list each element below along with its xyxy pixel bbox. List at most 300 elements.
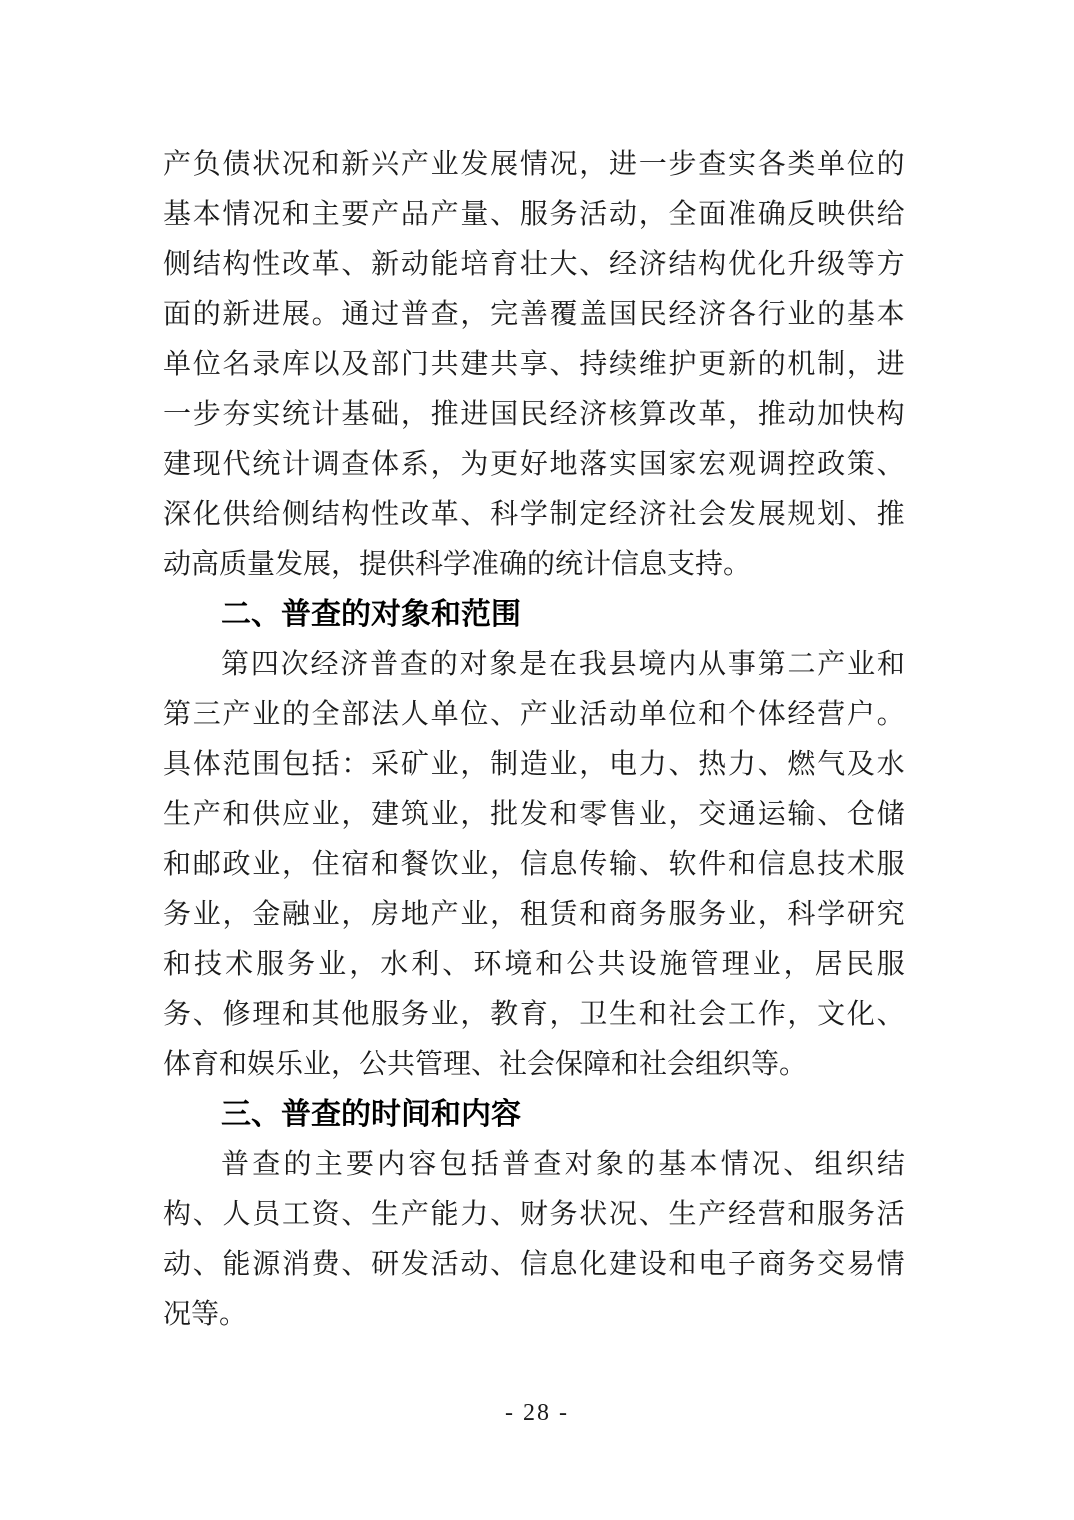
character: 他: [341, 999, 370, 1030]
character: 要: [345, 1149, 374, 1180]
character: 名: [222, 349, 251, 380]
character: 情: [222, 199, 251, 230]
character: 性: [252, 249, 281, 280]
character: 和: [638, 999, 667, 1030]
character: 门: [400, 349, 429, 380]
character: 管: [690, 949, 719, 980]
character: 人: [222, 1199, 251, 1230]
character: 文: [817, 999, 846, 1030]
character: 结: [668, 249, 697, 280]
character: ，: [222, 899, 251, 930]
character: 我: [578, 649, 607, 680]
character: 电: [609, 749, 638, 780]
text-line: [163, 890, 905, 940]
character: 结: [876, 1149, 905, 1180]
character: 享: [519, 349, 548, 380]
character: 、: [341, 249, 370, 280]
character: ，: [787, 999, 816, 1030]
character: 和: [876, 649, 905, 680]
character: 步: [192, 399, 221, 430]
character: 四: [250, 649, 279, 680]
character: 一: [638, 149, 667, 180]
character: 经: [609, 249, 638, 280]
character: ，: [460, 799, 489, 830]
character: 好: [519, 449, 548, 480]
character: 债: [222, 149, 251, 180]
character: 革: [311, 249, 340, 280]
character: 活: [876, 1199, 905, 1230]
text-line: [163, 1240, 905, 1290]
character: 护: [668, 349, 697, 380]
character: 热: [698, 749, 727, 780]
character: 共: [597, 949, 626, 980]
character: 务: [163, 999, 192, 1030]
character: 动: [163, 1249, 192, 1280]
character: 国: [490, 399, 519, 430]
character: 深: [163, 499, 192, 530]
page-footer: [0, 1388, 1074, 1438]
character: 构: [222, 249, 251, 280]
character: 业: [311, 799, 340, 830]
character: 业: [787, 299, 816, 330]
character: 况: [549, 149, 578, 180]
character: 工: [727, 999, 756, 1030]
character: 本: [689, 1149, 718, 1180]
character: 和: [727, 849, 756, 880]
character: 查: [341, 449, 370, 480]
character: 查: [399, 649, 428, 680]
character: 统: [281, 399, 310, 430]
character: 进: [609, 149, 638, 180]
character: 运: [757, 799, 786, 830]
character: 情: [519, 149, 548, 180]
character: 业: [311, 899, 340, 930]
character: ，: [757, 899, 786, 930]
character: 产: [519, 699, 548, 730]
character: 术: [225, 949, 254, 980]
character: 策: [846, 449, 875, 480]
character: 租: [519, 899, 548, 930]
character: 构: [876, 399, 905, 430]
character: 准: [727, 199, 756, 230]
character: 算: [638, 399, 667, 430]
character: 交: [817, 1249, 846, 1280]
character: 科: [787, 899, 816, 930]
character: 售: [609, 799, 638, 830]
character: 内: [377, 1149, 406, 1180]
character: 息: [549, 849, 578, 880]
text-line: [163, 440, 905, 490]
character: 负: [192, 149, 221, 180]
character: 包: [281, 749, 310, 780]
character: ，: [549, 999, 578, 1030]
character: 力: [638, 749, 667, 780]
character: 产: [371, 199, 400, 230]
character: 系: [400, 449, 429, 480]
character: 事: [727, 649, 756, 680]
character: ，: [579, 149, 608, 180]
character: 、: [460, 499, 489, 530]
character: 和: [579, 899, 608, 930]
character: ，: [490, 849, 519, 880]
character: 矿: [400, 749, 429, 780]
character: 行: [757, 299, 786, 330]
character: 制: [490, 749, 519, 780]
character: 子: [727, 1249, 756, 1280]
character: 国: [609, 299, 638, 330]
character: 和: [371, 849, 400, 880]
character: 育: [490, 249, 519, 280]
character: 科: [490, 499, 519, 530]
character: 、: [638, 849, 667, 880]
character: 查: [698, 149, 727, 180]
character: 落: [579, 449, 608, 480]
character: 教: [490, 999, 519, 1030]
character: 服: [876, 849, 905, 880]
character: 实: [252, 399, 281, 430]
character: 融: [281, 899, 310, 930]
character: 展: [281, 299, 310, 330]
character: 推: [757, 399, 786, 430]
character: ，: [460, 299, 489, 330]
character: 、: [757, 749, 786, 780]
character: 化: [846, 999, 875, 1030]
character: 革: [698, 399, 727, 430]
character: 结: [311, 499, 340, 530]
character: 况: [281, 149, 310, 180]
character: 推: [876, 499, 905, 530]
character: 传: [579, 849, 608, 880]
character: 动: [787, 399, 816, 430]
character: 第: [757, 649, 786, 680]
character: 卫: [579, 999, 608, 1030]
text-line: 体育和娱乐业，公共管理、社会保障和社会组织等。: [163, 1049, 808, 1080]
character: 和: [535, 949, 564, 980]
character: 产: [430, 199, 459, 230]
character: 第: [221, 649, 250, 680]
character: 邮: [192, 849, 221, 880]
character: 机: [787, 349, 816, 380]
character: 定: [579, 499, 608, 530]
character: 建: [163, 449, 192, 480]
text-line: [163, 340, 905, 390]
character: 二: [787, 649, 816, 680]
character: 通: [727, 799, 756, 830]
character: 赁: [549, 899, 578, 930]
character: 快: [846, 399, 875, 430]
character: 持: [579, 349, 608, 380]
character: ，: [783, 949, 812, 980]
character: 气: [817, 749, 846, 780]
character: 构: [163, 1199, 192, 1230]
character: 储: [876, 799, 905, 830]
character: 国: [638, 449, 667, 480]
text-line: [163, 790, 905, 840]
character: 划: [817, 499, 846, 530]
character: ，: [400, 399, 429, 430]
character: 步: [668, 149, 697, 180]
character: 民: [638, 299, 667, 330]
character: 和: [163, 949, 192, 980]
character: 业: [752, 949, 781, 980]
character: 全: [311, 699, 340, 730]
character: 善: [519, 299, 548, 330]
character: 务: [549, 199, 578, 230]
character: 产: [430, 899, 459, 930]
character: 主: [314, 1149, 343, 1180]
character: 全: [668, 199, 697, 230]
character: 务: [287, 949, 316, 980]
character: 基: [163, 199, 192, 230]
character: 县: [608, 649, 637, 680]
character: 法: [371, 699, 400, 730]
character: 代: [222, 449, 251, 480]
character: 学: [519, 499, 548, 530]
character: 生: [609, 999, 638, 1030]
character: 建: [609, 1249, 638, 1280]
character: 息: [787, 849, 816, 880]
character: 的: [627, 1149, 656, 1180]
character: 水: [876, 749, 905, 780]
text-line: 动高质量发展，提供科学准确的统计信息支持。: [163, 549, 752, 580]
character: 务: [163, 899, 192, 930]
character: 宿: [341, 849, 370, 880]
character: 况: [751, 1149, 780, 1180]
character: 研: [371, 1249, 400, 1280]
character: ，: [430, 449, 459, 480]
character: 济: [638, 249, 667, 280]
character: 信: [519, 1249, 548, 1280]
character: 、: [783, 1149, 812, 1180]
character: 技: [817, 849, 846, 880]
character: 是: [519, 649, 548, 680]
character: 燃: [787, 749, 816, 780]
character: 境: [504, 949, 533, 980]
character: 务: [638, 899, 667, 930]
text-line: [163, 190, 905, 240]
character: 的: [876, 149, 905, 180]
character: 能: [430, 1199, 459, 1230]
character: 第: [163, 699, 192, 730]
character: 体: [192, 749, 221, 780]
character: 化: [192, 499, 221, 530]
character: 济: [698, 299, 727, 330]
character: 单: [163, 349, 192, 380]
character: 业: [727, 899, 756, 930]
character: 品: [400, 199, 429, 230]
character: 服: [817, 1199, 846, 1230]
text-line: [163, 840, 905, 890]
character: 包: [439, 1149, 468, 1180]
character: 经: [549, 399, 578, 430]
character: 普: [400, 299, 429, 330]
character: 实: [727, 149, 756, 180]
character: 件: [698, 849, 727, 880]
character: 业: [847, 649, 876, 680]
character: 环: [473, 949, 502, 980]
character: 壮: [519, 249, 548, 280]
character: 经: [310, 649, 339, 680]
character: 理: [721, 949, 750, 980]
character: 采: [371, 749, 400, 780]
character: 括: [311, 749, 340, 780]
character: 类: [787, 149, 816, 180]
character: 动: [460, 1249, 489, 1280]
character: 、: [490, 699, 519, 730]
character: 、: [876, 999, 905, 1030]
character: 兴: [371, 149, 400, 180]
character: ，: [460, 749, 489, 780]
character: 和: [222, 799, 251, 830]
character: 社: [668, 999, 697, 1030]
character: 输: [609, 849, 638, 880]
character: 务: [549, 1199, 578, 1230]
character: 生: [668, 1199, 697, 1230]
character: 在: [548, 649, 577, 680]
character: 业: [460, 899, 489, 930]
character: 革: [430, 499, 459, 530]
character: 次: [280, 649, 309, 680]
character: 更: [698, 349, 727, 380]
character: 和: [281, 199, 310, 230]
character: 活: [579, 199, 608, 230]
character: 人: [400, 699, 429, 730]
character: 力: [727, 749, 756, 780]
character: 映: [817, 199, 846, 230]
character: 大: [549, 249, 578, 280]
character: 状: [579, 1199, 608, 1230]
character: 技: [194, 949, 223, 980]
character: 信: [757, 849, 786, 880]
character: 理: [252, 999, 281, 1030]
character: 业: [638, 799, 667, 830]
character: 夯: [222, 399, 251, 430]
character: 、: [192, 1199, 221, 1230]
character: 经: [727, 1199, 756, 1230]
character: 究: [876, 899, 905, 930]
character: 、: [490, 1199, 519, 1230]
character: 商: [609, 899, 638, 930]
character: 业: [252, 699, 281, 730]
character: 给: [252, 499, 281, 530]
character: 资: [311, 1199, 340, 1230]
character: 、: [817, 799, 846, 830]
character: 境: [638, 649, 667, 680]
character: 仓: [846, 799, 875, 830]
character: 务: [846, 1199, 875, 1230]
character: 和: [787, 1199, 816, 1230]
character: 升: [787, 249, 816, 280]
text-line: [163, 640, 905, 690]
character: 规: [787, 499, 816, 530]
character: 改: [400, 499, 429, 530]
character: 其: [311, 999, 340, 1030]
character: 供: [222, 499, 251, 530]
character: 普: [370, 649, 399, 680]
character: 维: [638, 349, 667, 380]
character: 完: [490, 299, 519, 330]
character: 调: [311, 449, 340, 480]
character: 、: [638, 1199, 667, 1230]
character: 培: [460, 249, 489, 280]
character: 服: [668, 899, 697, 930]
character: 制: [549, 499, 578, 530]
character: 进: [876, 349, 905, 380]
character: 电: [698, 1249, 727, 1280]
character: 学: [817, 899, 846, 930]
character: 织: [845, 1149, 874, 1180]
character: 营: [817, 699, 846, 730]
character: 面: [698, 199, 727, 230]
character: 情: [720, 1149, 749, 1180]
character: 实: [609, 449, 638, 480]
character: 推: [430, 399, 459, 430]
section-heading: 三、普查的时间和内容: [221, 1098, 521, 1131]
character: 部: [341, 699, 370, 730]
character: 业: [318, 949, 347, 980]
character: 会: [698, 999, 727, 1030]
character: 餐: [400, 849, 429, 880]
character: 控: [787, 449, 816, 480]
character: 普: [502, 1149, 531, 1180]
character: ，: [341, 799, 370, 830]
character: 能: [222, 1249, 251, 1280]
character: 围: [252, 749, 281, 780]
character: 、: [341, 1199, 370, 1230]
character: 括: [470, 1149, 499, 1180]
character: 服: [256, 949, 285, 980]
character: 财: [519, 1199, 548, 1230]
character: 结: [192, 249, 221, 280]
character: 进: [252, 299, 281, 330]
character: 施: [659, 949, 688, 980]
character: 产: [222, 699, 251, 730]
character: 侧: [281, 499, 310, 530]
character: 象: [489, 649, 518, 680]
character: 动: [400, 249, 429, 280]
character: 盖: [579, 299, 608, 330]
character: 性: [371, 499, 400, 530]
page-number: - 28 -: [505, 1400, 569, 1426]
character: 源: [252, 1249, 281, 1280]
character: 水: [380, 949, 409, 980]
character: 产: [817, 649, 846, 680]
character: 具: [163, 749, 192, 780]
character: 基: [846, 299, 875, 330]
character: 查: [430, 299, 459, 330]
character: 面: [163, 299, 192, 330]
character: 的: [283, 1149, 312, 1180]
character: 、: [549, 349, 578, 380]
character: ，: [490, 899, 519, 930]
character: 筑: [400, 799, 429, 830]
character: 发: [519, 799, 548, 830]
character: 给: [876, 199, 905, 230]
character: 位: [668, 699, 697, 730]
character: 利: [411, 949, 440, 980]
character: 础: [371, 399, 400, 430]
character: 工: [281, 1199, 310, 1230]
character: ，: [460, 999, 489, 1030]
character: 新: [341, 149, 370, 180]
character: 务: [787, 1249, 816, 1280]
character: 宏: [698, 449, 727, 480]
character: 体: [371, 449, 400, 480]
character: 组: [814, 1149, 843, 1180]
character: 等: [846, 249, 875, 280]
text-line: 况等。: [163, 1299, 248, 1330]
character: 服: [519, 199, 548, 230]
